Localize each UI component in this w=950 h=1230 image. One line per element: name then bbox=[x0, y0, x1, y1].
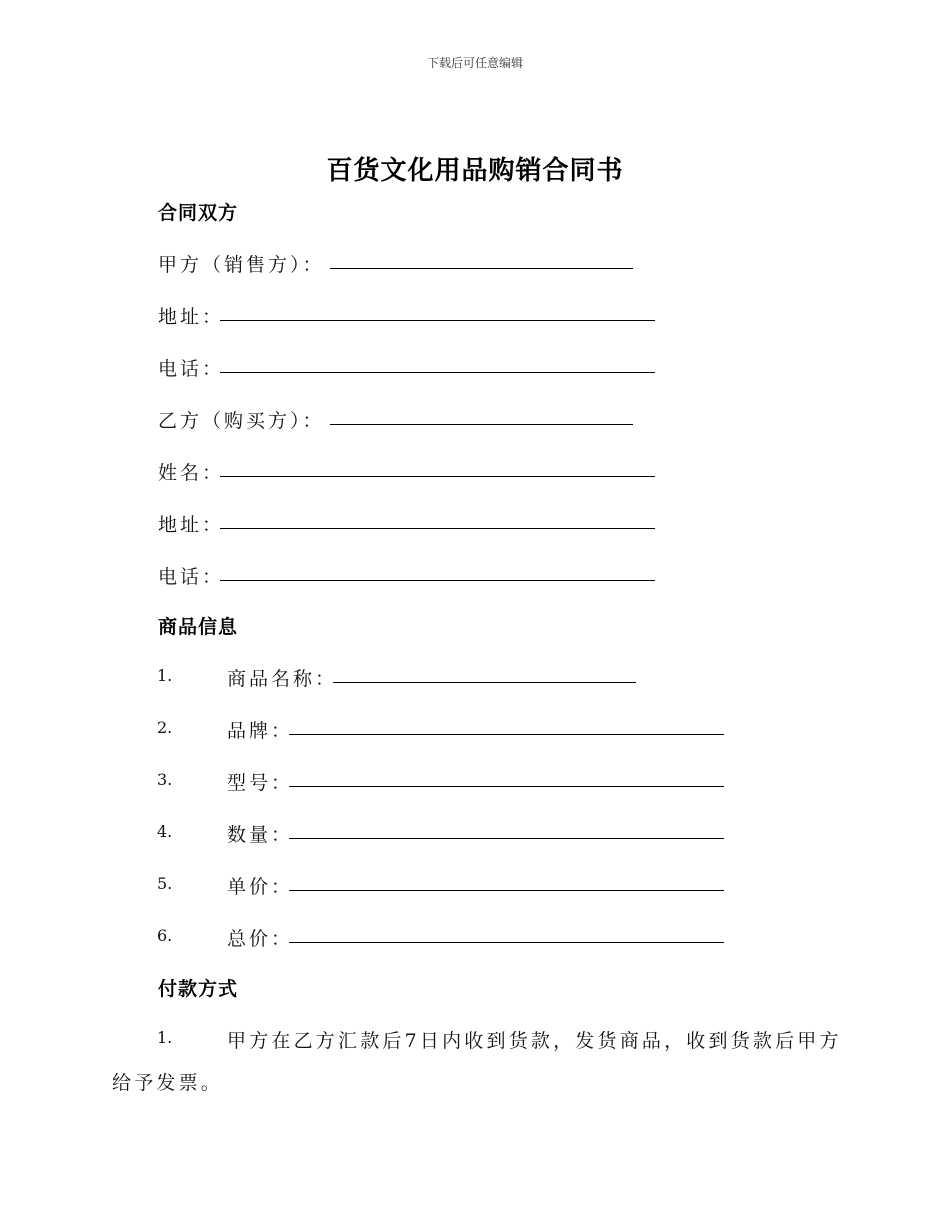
seller-address-blank-line[interactable] bbox=[220, 320, 655, 321]
buyer-address-blank-line[interactable] bbox=[220, 528, 655, 529]
item-number: 6. bbox=[157, 926, 173, 945]
item-number: 4. bbox=[157, 822, 173, 841]
quantity-blank-line[interactable] bbox=[289, 838, 724, 839]
model-blank-line[interactable] bbox=[289, 786, 724, 787]
seller-blank-line[interactable] bbox=[330, 268, 633, 269]
seller-address-label: 地址： bbox=[158, 306, 225, 328]
brand-blank-line[interactable] bbox=[289, 734, 724, 735]
buyer-blank-line[interactable] bbox=[330, 424, 633, 425]
seller-phone-blank-line[interactable] bbox=[220, 372, 655, 373]
buyer-phone-blank-line[interactable] bbox=[220, 580, 655, 581]
document-title: 百货文化用品购销合同书 bbox=[326, 156, 624, 186]
item-label-model: 型号： bbox=[227, 772, 294, 794]
clause-number: 1. bbox=[157, 1028, 173, 1047]
item-label-brand: 品牌： bbox=[227, 720, 294, 742]
section-heading-payment: 付款方式 bbox=[158, 978, 239, 1000]
seller-phone-label: 电话： bbox=[158, 358, 225, 380]
item-label-total-price: 总价： bbox=[227, 928, 294, 950]
item-number: 3. bbox=[157, 770, 173, 789]
product-name-blank-line[interactable] bbox=[333, 682, 636, 683]
section-heading-parties: 合同双方 bbox=[158, 202, 239, 224]
item-label-quantity: 数量： bbox=[227, 824, 294, 846]
unit-price-blank-line[interactable] bbox=[289, 890, 724, 891]
buyer-address-label: 地址： bbox=[158, 514, 225, 536]
payment-clause-line-2: 给予发票。 bbox=[112, 1072, 224, 1094]
section-heading-goods: 商品信息 bbox=[158, 616, 239, 638]
item-number: 5. bbox=[157, 874, 173, 893]
buyer-name-label: 姓名： bbox=[158, 462, 225, 484]
buyer-name-blank-line[interactable] bbox=[220, 476, 655, 477]
payment-clause-line-1: 甲方在乙方汇款后7日内收到货款，发货商品，收到货款后甲方 bbox=[227, 1030, 842, 1052]
total-price-blank-line[interactable] bbox=[289, 942, 724, 943]
header-note: 下载后可任意编辑 bbox=[426, 56, 523, 70]
item-number: 2. bbox=[157, 718, 173, 737]
item-number: 1. bbox=[157, 666, 173, 685]
buyer-label: 乙方（购买方）： bbox=[158, 410, 325, 432]
buyer-phone-label: 电话： bbox=[158, 566, 225, 588]
item-label-product-name: 商品名称： bbox=[227, 668, 338, 690]
seller-label: 甲方（销售方）： bbox=[158, 254, 325, 276]
item-label-unit-price: 单价： bbox=[227, 876, 294, 898]
